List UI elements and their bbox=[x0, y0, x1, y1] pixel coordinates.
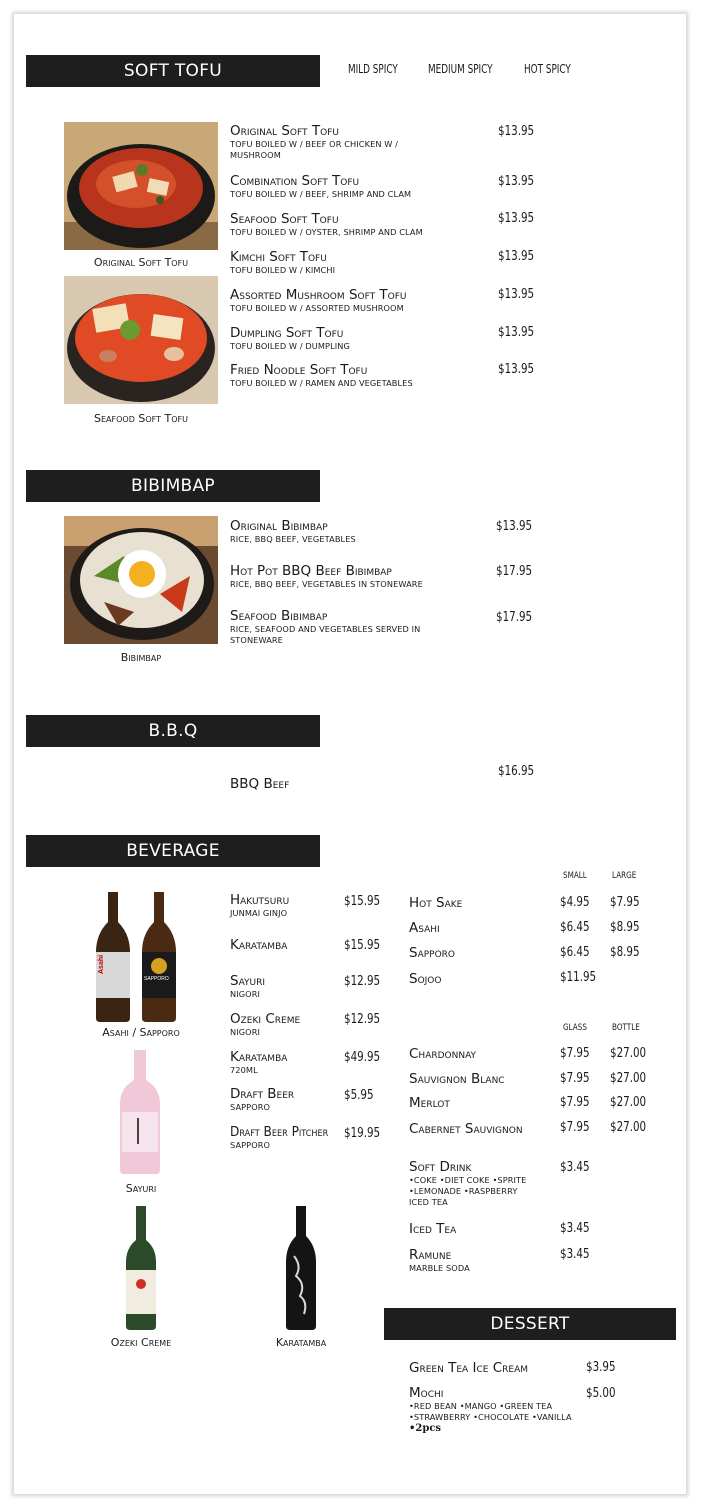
col-small: SMALL bbox=[563, 871, 587, 881]
item-price: $13.95 bbox=[498, 210, 535, 226]
item-price: $19.95 bbox=[344, 1125, 381, 1141]
dessert-header bbox=[384, 1308, 676, 1340]
sized-item-name: Hot Sake bbox=[409, 895, 463, 911]
sake-item bbox=[230, 938, 287, 953]
wine-bottle: $27.00 bbox=[610, 1119, 647, 1135]
item-desc: JUNMAI GINJO bbox=[230, 908, 288, 918]
item-price: $5.95 bbox=[344, 1087, 374, 1103]
sized-item-small: $6.45 bbox=[560, 944, 590, 960]
col-glass: GLASS bbox=[563, 1023, 587, 1033]
wine-name: Merlot bbox=[409, 1095, 450, 1111]
item-price: $3.45 bbox=[560, 1159, 590, 1175]
item-name: Hot Pot BBQ Beef Bibimbap bbox=[230, 563, 392, 579]
dessert-price: $3.95 bbox=[586, 1359, 616, 1375]
bbq-header bbox=[26, 715, 320, 747]
item-desc: TOFU BOILED W / ASSORTED MUSHROOM bbox=[230, 303, 404, 313]
bbq-item-price: $16.95 bbox=[498, 763, 535, 779]
item-name: Kimchi Soft Tofu bbox=[230, 249, 327, 265]
wine-name: Sauvignon Blanc bbox=[409, 1071, 505, 1087]
item-desc: •RED BEAN •MANGO •GREEN TEA •STRAWBERRY •CHOCOLATE •VANILLA bbox=[409, 1401, 572, 1422]
item-name: Mochi bbox=[409, 1385, 444, 1401]
wine-glass: $7.95 bbox=[560, 1094, 590, 1110]
dessert-name: Green Tea Ice Cream bbox=[409, 1360, 529, 1376]
sayuri-photo bbox=[118, 1050, 162, 1174]
spice-medium: MEDIUM SPICY bbox=[428, 62, 493, 76]
caption-ozeki-creme: Ozeki Creme bbox=[110, 1336, 172, 1349]
item-name: Karatamba bbox=[230, 937, 288, 953]
sized-item-large: $8.95 bbox=[610, 944, 640, 960]
dessert-price: $5.00 bbox=[586, 1385, 616, 1401]
tofu-item bbox=[230, 174, 411, 200]
sake-item bbox=[230, 1125, 339, 1151]
tofu-item bbox=[230, 124, 420, 161]
col-bottle: BOTTLE bbox=[612, 1023, 640, 1033]
item-name: Seafood Bibimbap bbox=[230, 608, 328, 624]
sized-item-name: Sojoo bbox=[409, 971, 442, 987]
item-price: $13.95 bbox=[498, 123, 535, 139]
item-desc: TOFU BOILED W / OYSTER, SHRIMP AND CLAM bbox=[230, 227, 423, 237]
item-name: Ramune bbox=[409, 1247, 452, 1263]
caption-asahi-sapporo: Asahi / Sapporo bbox=[102, 1026, 180, 1039]
item-extra: •2pcs bbox=[409, 1423, 442, 1434]
tofu-item bbox=[230, 288, 407, 314]
soft-tofu-header bbox=[26, 55, 320, 87]
item-price: $3.45 bbox=[560, 1220, 590, 1236]
item-name: Iced Tea bbox=[409, 1221, 457, 1237]
dessert-title: DESSERT bbox=[490, 1314, 570, 1334]
item-desc: TOFU BOILED W / BEEF OR CHICKEN W / MUSHROOM bbox=[230, 139, 399, 160]
bibimbap-item bbox=[230, 564, 423, 590]
karatamba-photo bbox=[284, 1206, 318, 1330]
wine-name: Chardonnay bbox=[409, 1046, 477, 1062]
item-price: $13.95 bbox=[498, 361, 535, 377]
wine-name: Cabernet Sauvignon bbox=[409, 1121, 523, 1137]
item-price: $13.95 bbox=[498, 248, 535, 264]
bibimbap-item bbox=[230, 609, 440, 646]
spice-mild: MILD SPICY bbox=[348, 62, 398, 76]
bbq-title: B.B.Q bbox=[148, 721, 198, 741]
item-name: Soft Drink bbox=[409, 1159, 472, 1175]
item-name: Fried Noodle Soft Tofu bbox=[230, 362, 368, 378]
wine-glass: $7.95 bbox=[560, 1070, 590, 1086]
ozeki-creme-photo bbox=[124, 1206, 158, 1330]
tofu-item bbox=[230, 326, 350, 352]
item-price: $17.95 bbox=[496, 609, 533, 625]
item-price: $12.95 bbox=[344, 973, 381, 989]
item-price: $15.95 bbox=[344, 893, 381, 909]
item-desc: SAPPORO bbox=[230, 1102, 271, 1112]
sized-item-large: $8.95 bbox=[610, 919, 640, 935]
item-name: Sayuri bbox=[230, 973, 266, 989]
bibimbap-header bbox=[26, 470, 320, 502]
caption-seafood-soft-tofu: Seafood Soft Tofu bbox=[94, 412, 188, 425]
bottle-label-sapporo: SAPPORO bbox=[144, 976, 169, 982]
beverage-title: BEVERAGE bbox=[126, 841, 220, 861]
sized-item-small: $4.95 bbox=[560, 894, 590, 910]
tofu-item bbox=[230, 363, 413, 389]
item-price: $13.95 bbox=[498, 286, 535, 302]
sake-item bbox=[230, 1050, 287, 1076]
asahi-sapporo-photo bbox=[94, 892, 188, 1022]
seafood-soft-tofu-photo bbox=[64, 276, 218, 404]
caption-karatamba: Karatamba bbox=[275, 1336, 327, 1349]
menu-page bbox=[14, 14, 686, 1494]
other-drink bbox=[409, 1248, 470, 1274]
bibimbap-photo bbox=[64, 516, 218, 644]
item-desc: TOFU BOILED W / RAMEN AND VEGETABLES bbox=[230, 378, 413, 388]
item-desc: 720ML bbox=[230, 1065, 258, 1075]
sized-item-name: Asahi bbox=[409, 920, 440, 936]
item-desc: NIGORI bbox=[230, 989, 261, 999]
item-name: Combination Soft Tofu bbox=[230, 173, 360, 189]
sake-item bbox=[230, 1087, 294, 1113]
item-desc: TOFU BOILED W / KIMCHI bbox=[230, 265, 336, 275]
spice-hot: HOT SPICY bbox=[524, 62, 571, 76]
tofu-item bbox=[230, 250, 335, 276]
wine-glass: $7.95 bbox=[560, 1119, 590, 1135]
item-name: Dumpling Soft Tofu bbox=[230, 325, 344, 341]
beverage-header bbox=[26, 835, 320, 867]
item-price: $49.95 bbox=[344, 1049, 381, 1065]
sake-item bbox=[230, 974, 265, 1000]
sized-item-small: $6.45 bbox=[560, 919, 590, 935]
item-name: Draft Beer Pitcher bbox=[230, 1124, 329, 1140]
col-large: LARGE bbox=[612, 871, 637, 881]
item-price: $13.95 bbox=[498, 324, 535, 340]
wine-bottle: $27.00 bbox=[610, 1094, 647, 1110]
item-name: Assorted Mushroom Soft Tofu bbox=[230, 287, 407, 303]
item-name: Original Bibimbap bbox=[230, 518, 328, 534]
item-desc: RICE, BBQ BEEF, VEGETABLES bbox=[230, 534, 356, 544]
item-name: Hakutsuru bbox=[230, 892, 290, 908]
sized-item-large: $7.95 bbox=[610, 894, 640, 910]
item-name: Draft Beer bbox=[230, 1086, 295, 1102]
item-name: Original Soft Tofu bbox=[230, 123, 339, 139]
item-desc: •COKE •DIET COKE •SPRITE •LEMONADE •RASPBERRY ICED TEA bbox=[409, 1175, 527, 1207]
item-name: Karatamba bbox=[230, 1049, 288, 1065]
caption-original-soft-tofu: Original Soft Tofu bbox=[93, 256, 189, 269]
bottle-label-asahi: Asahi bbox=[98, 954, 105, 974]
soft-tofu-title: SOFT TOFU bbox=[123, 61, 223, 81]
item-name: Ozeki Creme bbox=[230, 1011, 301, 1027]
item-desc: MARBLE SODA bbox=[409, 1263, 470, 1273]
caption-bibimbap: Bibimbap bbox=[120, 651, 162, 664]
item-price: $15.95 bbox=[344, 937, 381, 953]
sake-item bbox=[230, 1012, 300, 1038]
wine-bottle: $27.00 bbox=[610, 1070, 647, 1086]
item-desc: TOFU BOILED W / DUMPLING bbox=[230, 341, 350, 351]
item-desc: RICE, SEAFOOD AND VEGETABLES SERVED IN STONEWARE bbox=[230, 624, 421, 645]
item-price: $12.95 bbox=[344, 1011, 381, 1027]
item-price: $13.95 bbox=[498, 173, 535, 189]
item-desc: TOFU BOILED W / BEEF, SHRIMP AND CLAM bbox=[230, 189, 412, 199]
item-name: Seafood Soft Tofu bbox=[230, 211, 339, 227]
item-desc: RICE, BBQ BEEF, VEGETABLES IN STONEWARE bbox=[230, 579, 423, 589]
item-price: $3.45 bbox=[560, 1246, 590, 1262]
sized-item-small: $11.95 bbox=[560, 969, 597, 985]
other-drink bbox=[409, 1160, 539, 1208]
bibimbap-title: BIBIMBAP bbox=[131, 476, 215, 496]
item-desc: NIGORI bbox=[230, 1027, 261, 1037]
sake-item bbox=[230, 893, 289, 919]
bbq-item-name: BBQ Beef bbox=[230, 776, 290, 792]
tofu-item bbox=[230, 212, 423, 238]
item-price: $13.95 bbox=[496, 518, 533, 534]
wine-bottle: $27.00 bbox=[610, 1045, 647, 1061]
wine-glass: $7.95 bbox=[560, 1045, 590, 1061]
item-desc: SAPPORO bbox=[230, 1140, 271, 1150]
dessert-item bbox=[409, 1386, 589, 1434]
item-price: $17.95 bbox=[496, 563, 533, 579]
other-drink bbox=[409, 1222, 456, 1237]
caption-sayuri: Sayuri bbox=[125, 1182, 157, 1195]
original-soft-tofu-photo bbox=[64, 122, 218, 250]
bibimbap-item bbox=[230, 519, 356, 545]
sized-item-name: Sapporo bbox=[409, 945, 456, 961]
